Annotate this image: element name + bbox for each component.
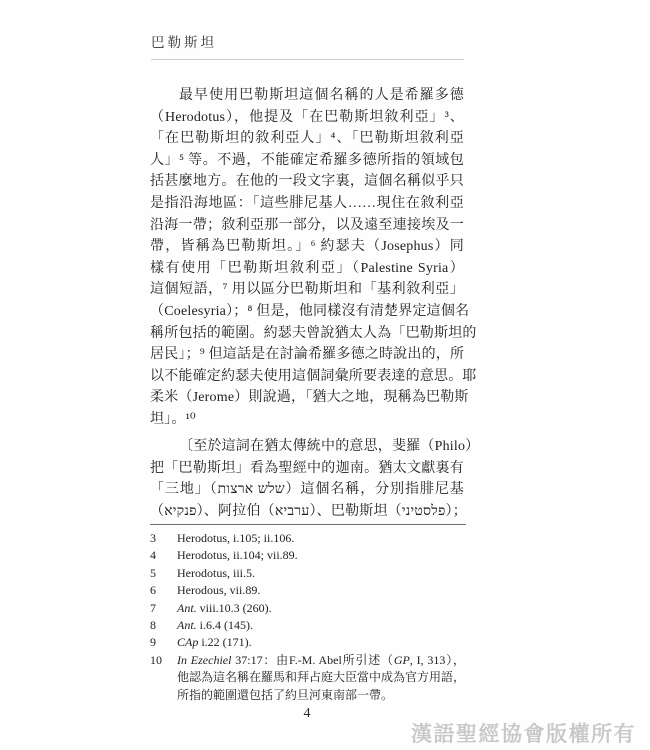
page-number: 4 [303, 706, 311, 721]
footnote-number: 7 [150, 600, 156, 615]
text-line: 括甚麼地方。在他的一段文字裏，這個名稱似乎只 [150, 174, 464, 190]
text-line: 坦」。¹⁰ [150, 411, 196, 427]
text-line: 稱所包括的範圍。約瑟夫曾說猶太人為「巴勒斯坦的 [150, 325, 477, 341]
footnote-number: 4 [150, 548, 156, 563]
text-line: 〔至於這詞在猶太傳統中的意思，斐羅（Philo） [179, 439, 480, 454]
text-line: 是指沿海地區：「這些腓尼基人……現住在敘利亞 [150, 195, 464, 211]
text-line: （Herodotus），他提及「在巴勒斯坦敘利亞」³、 [150, 109, 464, 125]
text-line: 樣有使用「巴勒斯坦敘利亞」（Palestine Syria） [150, 260, 464, 276]
text-line: 以不能確定約瑟夫使用這個詞彙所要表達的意思。耶 [150, 368, 477, 384]
footnote-text: CAp i.22 (171). [177, 635, 252, 650]
footnote [150, 617, 465, 634]
footnote [150, 600, 465, 617]
footnote-number: 10 [150, 652, 162, 667]
text-line: 人」⁵ 等。不過，不能確定希羅多德所指的領域包 [150, 152, 464, 168]
text-line: 居民」；⁹ 但這話是在討論希羅多德之時說出的，所 [150, 347, 465, 363]
footnote-number: 9 [150, 635, 156, 650]
footnote [150, 634, 465, 651]
footnote-text: Herodous, vii.89. [177, 583, 261, 598]
text-line: 柔米（Jerome）則說過，「猶大之地，現稱為巴勒斯 [150, 390, 469, 406]
text-line: 帶，皆稱為巴勒斯坦。」⁶ 約瑟夫（Josephus）同 [150, 239, 464, 255]
copyright-watermark: 漢語聖經協會版權所有 [411, 723, 636, 746]
footnote [150, 547, 465, 564]
text-line: 「三地」（שלש ארצות）這個名稱，分別指腓尼基 [150, 482, 464, 498]
footnote [150, 652, 465, 704]
text-line: 最早使用巴勒斯坦這個名稱的人是希羅多德 [179, 88, 464, 103]
text-line: （פנקיא）、阿拉伯（ערביא）、巴勒斯坦（פלסטיני）； [150, 503, 467, 519]
footnote-text: Herodotus, iii.5. [177, 565, 255, 580]
running-header: 巴勒斯坦 [151, 35, 217, 50]
footnotes-section [150, 530, 465, 704]
text-line: 沿海一帶；敘利亞那一部分，以及遠至連接埃及一 [150, 217, 464, 233]
footnote [150, 582, 465, 599]
footnote-text: Ant. i.6.4 (145). [177, 618, 253, 633]
footnote-divider [150, 524, 466, 525]
paragraph-1 [150, 85, 477, 431]
text-line: 這個短語，⁷ 用以區分巴勒斯坦和「基利敘利亞」 [150, 282, 464, 298]
text-line: （Coelesyria）；⁸ 但是，他同樣沒有清楚界定這個名 [150, 303, 470, 319]
footnote [150, 530, 465, 547]
header-divider [151, 59, 464, 60]
text-line: 「在巴勒斯坦的敘利亞人」⁴、「巴勒斯坦敘利亞 [150, 131, 464, 147]
footnote-text: Ant. viii.10.3 (260). [177, 600, 272, 615]
footnote-number: 6 [150, 583, 156, 598]
paragraph-2 [150, 436, 480, 522]
text-line: 把「巴勒斯坦」看為聖經中的迦南。猶太文獻裏有 [150, 460, 464, 476]
footnote [150, 565, 465, 582]
footnote-text: Herodotus, i.105; ii.106. [177, 531, 295, 545]
footnote-number: 3 [150, 531, 156, 545]
footnote-text: In Ezechiel 37:17：由F.-M. Abel所引述（GP, I, 313），他認為這名稱在羅馬和拜占庭大臣當中成為官方用語，所指的範圍還包括了約旦河東南部一帶。 [177, 652, 466, 702]
footnote-text: Herodotus, ii.104; vii.89. [177, 548, 298, 563]
footnote-number: 5 [150, 565, 156, 580]
footnote-number: 8 [150, 618, 156, 633]
